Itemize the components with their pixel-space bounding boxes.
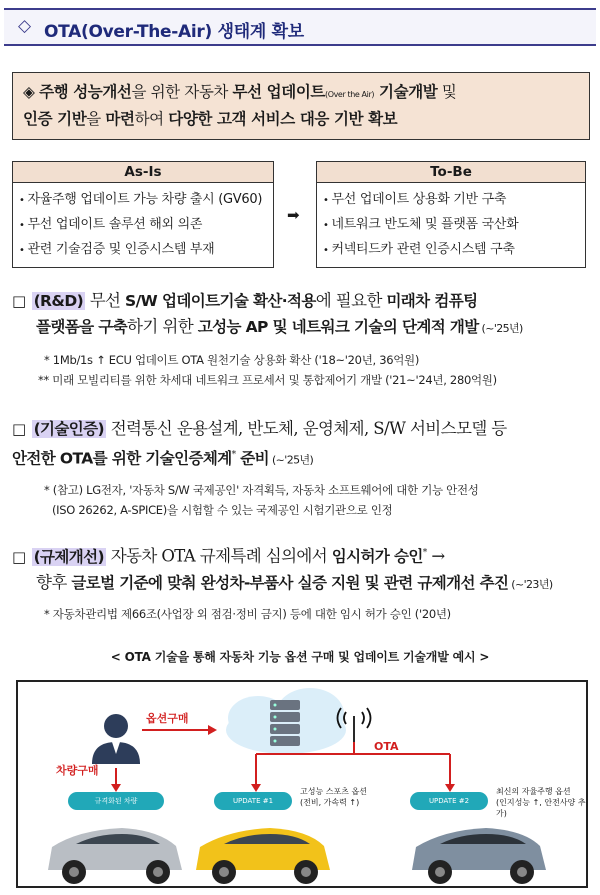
section-rnd-note: * 1Mb/1s ↑ ECU 업데이트 OTA 원천기술 상용화 확산 ('18~'20년, 36억원) xyxy=(44,353,420,367)
section-text: 에 필요한 xyxy=(315,291,387,310)
tobe-item: • 커넥티드카 관련 인증시스템 구축 xyxy=(323,238,579,263)
update-1-pill: UPDATE #1 xyxy=(214,792,292,810)
sports-option-label xyxy=(300,786,367,808)
summary-superscript: (Over the Air) xyxy=(324,90,375,99)
section-cert-note: * (참고) LG전자, '자동차 S/W 국제공인' 자격획득, 자동차 소프트웨어에 대한 기능 안전성 xyxy=(44,483,479,497)
arrowhead-icon xyxy=(251,784,261,792)
summary-text: 을 xyxy=(86,110,106,128)
section-tag: (기술인증) xyxy=(33,420,105,438)
section-text: 준비 xyxy=(235,449,270,468)
ota-diagram xyxy=(16,680,588,888)
diamond-icon: ◇ xyxy=(18,16,32,36)
section-text: 고성능 AP 및 네트워크 기술의 단계적 개발 xyxy=(197,318,479,336)
summary-text: 인증 기반 xyxy=(23,110,87,128)
person-icon xyxy=(92,714,140,764)
ota-label: OTA xyxy=(374,740,399,753)
section-text: S/W 업데이트기술 확산·적용 xyxy=(125,292,316,310)
summary-box xyxy=(12,72,590,140)
update-2-pill: UPDATE #2 xyxy=(410,792,488,810)
section-cert-note: (ISO 26262, A-SPICE)을 시험할 수 있는 국제공인 시험기관으로 인정 xyxy=(52,503,393,517)
summary-text: 하여 xyxy=(134,110,169,128)
footnote-mark: * xyxy=(422,548,427,558)
autonomous-option-label xyxy=(496,786,586,819)
autonomous-option-line: 최신의 자율주행 옵션 xyxy=(496,787,571,796)
section-text: 무선 xyxy=(85,291,126,310)
asis-item: • 자율주행 업데이트 가능 차량 출시 (GV60) xyxy=(19,188,267,213)
section-certification xyxy=(12,416,596,474)
sports-option-line: (전비, 가속력 ↑) xyxy=(300,798,360,807)
checkbox-icon: □ xyxy=(12,420,26,438)
checkbox-icon: □ xyxy=(12,292,26,310)
diagram-graphics xyxy=(18,682,588,888)
section-period: (~'25년) xyxy=(478,322,523,335)
section-period: (~'23년) xyxy=(508,577,553,591)
asis-item: • 관련 기술검증 및 인증시스템 부재 xyxy=(19,238,267,263)
car-purchase-label: 차량구매 xyxy=(56,764,99,777)
right-arrow-icon: ➡ xyxy=(287,206,300,224)
section-text: 임시허가 승인 xyxy=(331,547,423,566)
car-bluegrey-image xyxy=(412,828,546,884)
asis-list xyxy=(12,182,274,268)
section-text: 미래차 컴퓨팅 xyxy=(386,292,478,310)
diagram-caption: < OTA 기술을 통해 자동차 기능 옵션 구매 및 업데이트 기술개발 예시 > xyxy=(110,650,490,664)
asis-header: As-Is xyxy=(12,161,274,183)
section-text: 플랫폼을 구축 xyxy=(36,318,128,336)
footnote-mark: * xyxy=(231,450,236,460)
summary-marker-icon: ◈ xyxy=(23,83,35,101)
section-rnd xyxy=(12,288,596,342)
section-text: 전력통신 운용설계, 반도체, 운영체제, S/W 서비스모델 등 xyxy=(106,419,507,438)
tobe-header: To-Be xyxy=(316,161,586,183)
cloud-server-icon xyxy=(226,688,346,754)
summary-text: 기술개발 xyxy=(374,83,438,101)
arrowhead-icon xyxy=(445,784,455,792)
section-text: 향후 xyxy=(36,572,72,592)
sports-option-line: 고성능 스포츠 옵션 xyxy=(300,787,367,796)
tobe-item: • 무선 업데이트 상용화 기반 구축 xyxy=(323,188,579,213)
section-tag: (R&D) xyxy=(33,292,84,310)
section-text: → xyxy=(426,546,445,566)
arrowhead-icon xyxy=(208,725,217,735)
summary-text: 다양한 고객 서비스 대응 기반 확보 xyxy=(168,110,398,128)
summary-text: 을 위한 자동차 xyxy=(131,83,233,101)
section-text: 안전한 OTA를 위한 기술인증체계 xyxy=(12,449,232,468)
section-text: 하기 위한 xyxy=(127,317,198,336)
section-text: 글로벌 기준에 맞춰 완성차-부품사 실증 지원 및 관련 규제개선 추진 xyxy=(71,573,509,592)
tobe-item: • 네트워크 반도체 및 플랫폼 국산화 xyxy=(323,213,579,238)
summary-text: 무선 업데이트 xyxy=(232,83,325,101)
section-reg-note: * 자동차관리법 제66조(사업장 외 점검·정비 금지) 등에 대한 임시 허가 승인 ('20년) xyxy=(44,607,451,621)
section-regulation xyxy=(12,540,596,598)
section-period: (~'25년) xyxy=(269,453,314,467)
section-title-bar xyxy=(4,8,596,46)
summary-text: 및 xyxy=(437,83,457,101)
section-tag: (규제개선) xyxy=(33,547,105,566)
option-purchase-label: 옵션구매 xyxy=(146,712,189,725)
arrowhead-icon xyxy=(111,784,121,792)
checkbox-icon: □ xyxy=(12,547,26,566)
summary-text: 주행 성능개선 xyxy=(39,83,132,101)
section-text: 자동차 OTA 규제특례 심의에서 xyxy=(106,546,332,566)
tobe-list xyxy=(316,182,586,268)
standard-car-pill: 규격화된 차량 xyxy=(68,792,164,810)
asis-item: • 무선 업데이트 솔루션 해외 의존 xyxy=(19,213,267,238)
page-title: OTA(Over-The-Air) 생태계 확보 xyxy=(44,22,304,42)
car-grey-image xyxy=(48,828,182,884)
section-rnd-note: ** 미래 모빌리티를 위한 차세대 네트워크 프로세서 및 통합제어기 개발 ('21~'24년, 280억원) xyxy=(38,373,497,387)
car-yellow-image xyxy=(196,828,330,884)
autonomous-option-line: (인지성능 ↑, 안전사양 추가) xyxy=(496,798,586,818)
summary-text: 마련 xyxy=(105,110,135,128)
